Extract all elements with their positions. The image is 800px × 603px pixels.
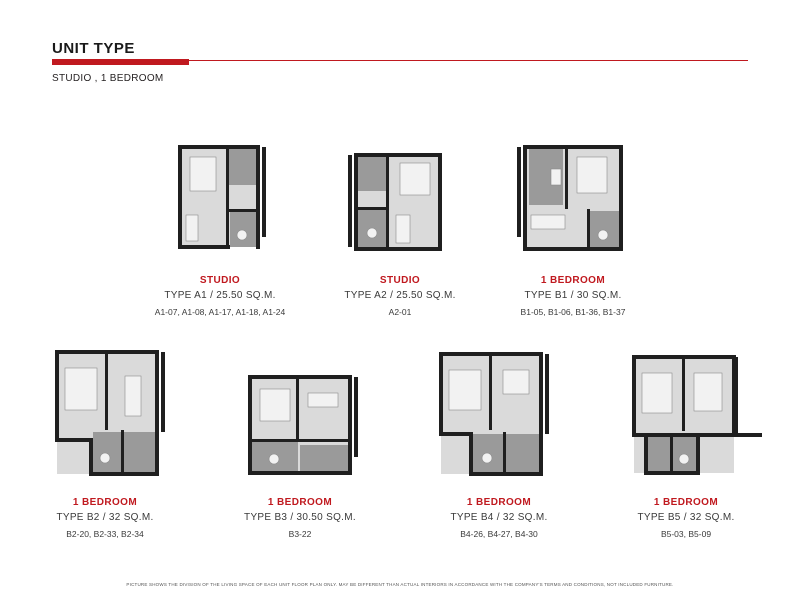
unit-numbers: B1-05, B1-06, B1-36, B1-37 bbox=[520, 307, 626, 317]
unit-type: TYPE B4 / 32 SQ.M. bbox=[450, 512, 548, 523]
unit-category: 1 BEDROOM bbox=[540, 275, 606, 286]
header-accent-bar bbox=[52, 59, 189, 65]
unit-type: TYPE A2 / 25.50 SQ.M. bbox=[344, 290, 456, 301]
unit-type: TYPE B2 / 32 SQ.M. bbox=[56, 512, 154, 523]
floor-plan-b3 bbox=[200, 365, 400, 480]
unit-category: 1 BEDROOM bbox=[653, 497, 719, 508]
unit-numbers: B3-22 bbox=[288, 529, 312, 539]
floor-plan-b2 bbox=[5, 340, 205, 480]
floor-plan-b5 bbox=[586, 345, 786, 480]
unit-type: TYPE B5 / 32 SQ.M. bbox=[637, 512, 735, 523]
unit-category: 1 BEDROOM bbox=[72, 497, 138, 508]
floor-plan-b4 bbox=[399, 340, 599, 480]
unit-category: STUDIO bbox=[379, 275, 421, 286]
unit-numbers: B4-26, B4-27, B4-30 bbox=[460, 529, 538, 539]
page-title: UNIT TYPE bbox=[52, 40, 135, 57]
unit-type: TYPE A1 / 25.50 SQ.M. bbox=[164, 290, 276, 301]
unit-category: STUDIO bbox=[199, 275, 241, 286]
unit-numbers: B2-20, B2-33, B2-34 bbox=[66, 529, 144, 539]
unit-numbers: A1-07, A1-08, A1-17, A1-18, A1-24 bbox=[154, 307, 286, 317]
floor-plan-a1 bbox=[120, 135, 320, 260]
unit-type: TYPE B1 / 30 SQ.M. bbox=[524, 290, 622, 301]
disclaimer-footnote: PICTURE SHOWS THE DIVISION OF THE LIVING SPACE OF EACH UNIT FLOOR PLAN ONLY. MAY BE DIFFERENT THAN ACTUAL INTERIORS IN ACCORDANCE WITH THE COMPANY'S TERMS AND CONDITIONS, NOT INCLUDED FURNITURE. bbox=[126, 582, 674, 587]
page-subtitle: STUDIO , 1 BEDROOM bbox=[52, 73, 164, 84]
unit-numbers: A2-01 bbox=[388, 307, 412, 317]
unit-type: TYPE B3 / 30.50 SQ.M. bbox=[244, 512, 356, 523]
unit-category: 1 BEDROOM bbox=[466, 497, 532, 508]
floor-plan-b1 bbox=[473, 135, 673, 260]
header-divider bbox=[189, 60, 748, 61]
unit-numbers: B5-03, B5-09 bbox=[660, 529, 712, 539]
floor-plan-a2 bbox=[300, 135, 500, 260]
unit-category: 1 BEDROOM bbox=[267, 497, 333, 508]
